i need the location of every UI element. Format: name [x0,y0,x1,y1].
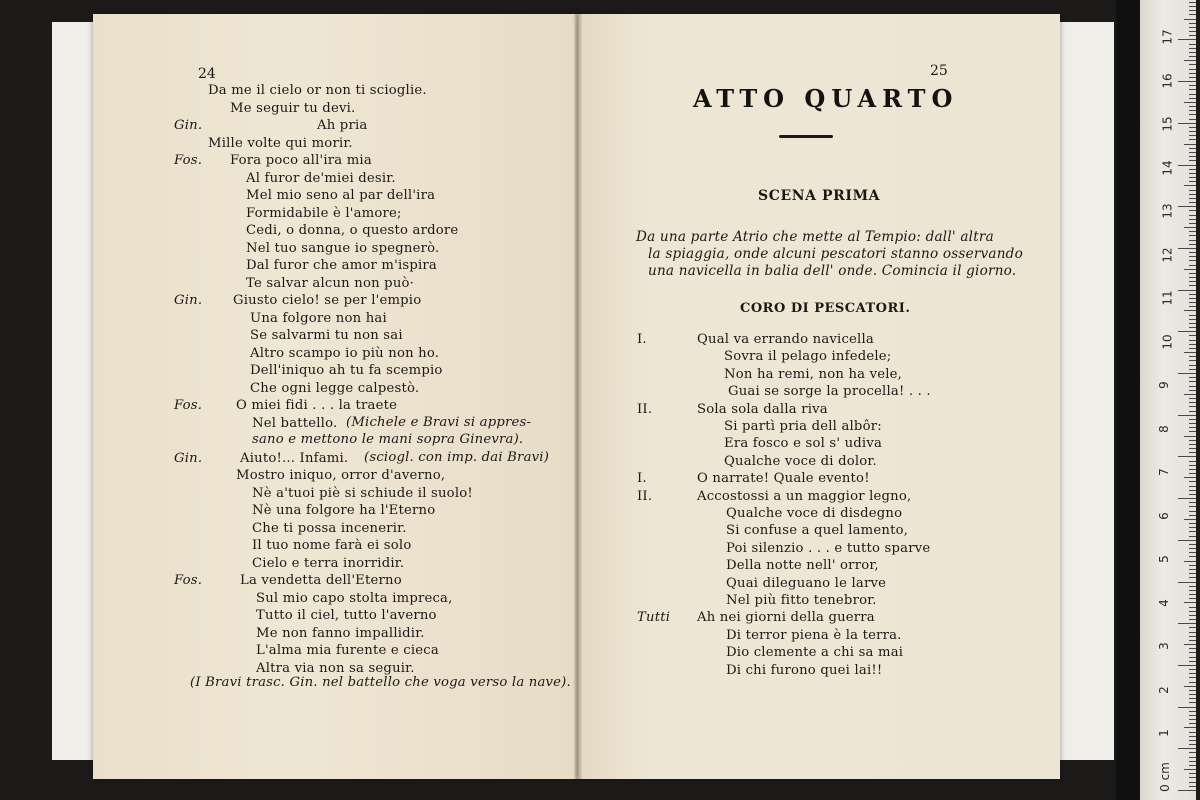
ruler-tick [1189,386,1196,387]
ruler-tick [1189,677,1196,678]
verse-line: Dell'iniquo ah tu fa scempio [250,363,443,378]
ruler-tick [1184,561,1196,562]
scene-title: SCENA PRIMA [758,188,881,204]
ruler-tick [1189,565,1196,566]
verse-line: Cedi, o donna, o questo ardore [246,223,459,238]
ruler-tick [1189,419,1196,420]
ruler-tick [1178,498,1196,499]
ruler-tick [1189,315,1196,316]
ruler-tick [1189,31,1196,32]
ruler-tick [1189,573,1196,574]
ruler-number: 10 [1160,333,1175,350]
ruler-tick [1189,260,1196,261]
ruler-number: 7 [1156,468,1171,476]
speaker-label: Fos. [174,573,203,588]
ruler-tick [1189,761,1196,762]
ruler-tick [1189,210,1196,211]
ruler-number: 17 [1160,29,1175,45]
ruler-number: 15 [1160,116,1175,132]
verse-line: Giusto cielo! se per l'empio [233,293,422,308]
ruler-tick [1189,277,1196,278]
ruler-tick [1189,481,1196,482]
ruler-tick [1189,607,1196,608]
ruler-number: 5 [1156,555,1171,563]
ruler-tick [1189,219,1196,220]
ruler-tick [1189,94,1196,95]
speaker-label: Fos. [174,398,203,413]
verse-line: Sola sola dalla riva [697,401,828,417]
ruler-tick [1189,98,1196,99]
verse-line: Che ti possa incenerir. [252,520,407,536]
ruler-tick [1189,319,1196,320]
ruler-number: 4 [1156,598,1171,607]
speaker-label: I. [637,471,647,487]
ruler-tick [1184,144,1196,145]
ruler-number: 13 [1160,203,1175,219]
ruler-tick [1189,156,1196,157]
ruler-tick [1189,169,1196,170]
verse-line: Qualche voce di disdegno [726,506,903,521]
ruler-tick [1184,60,1196,61]
ruler-number: 14 [1160,159,1175,176]
ruler-number: 3 [1156,642,1171,650]
ruler-tick [1189,6,1196,7]
ruler-tick [1189,427,1196,428]
ruler-tick [1189,652,1196,653]
ruler-tick [1189,777,1196,778]
ruler-tick [1189,536,1196,537]
ruler-tick [1189,119,1196,120]
verse-line: O narrate! Quale evento! [697,471,870,487]
ruler-tick [1178,290,1196,291]
left-page-number: 24 [198,66,216,82]
ruler-tick [1189,661,1196,662]
ruler-tick [1189,723,1196,724]
ruler-tick [1189,27,1196,28]
ruler-tick [1189,377,1196,378]
speaker-label: II. [637,488,653,504]
ruler-tick [1189,782,1196,783]
verse-line: Nel più fitto tenebror. [726,593,877,608]
chorus-title: CORO DI PESCATORI. [740,301,911,316]
verse-line: Mel mio seno al par dell'ira [246,188,436,203]
ruler-tick [1189,48,1196,49]
ruler-tick [1189,231,1196,232]
verse-line: Mostro iniquo, orror d'averno, [236,468,446,483]
ruler-tick [1189,139,1196,140]
verse-line: Una folgore non hai [250,310,387,326]
ruler-tick [1189,611,1196,612]
verse-line: Quai dileguano le larve [726,575,887,591]
ruler-tick [1178,790,1196,791]
book-gutter [574,14,582,779]
ruler-tick [1189,160,1196,161]
ruler-tick [1189,465,1196,466]
verse-line: Sul mio capo stolta impreca, [256,590,453,606]
ruler-tick [1189,335,1196,336]
ruler-tick [1189,657,1196,658]
verse-line: Al furor de'miei desir. [246,170,396,186]
verse-line: Di chi furono quei lai!! [726,662,883,678]
ruler-number: 1 [1156,729,1171,737]
ruler-tick [1189,440,1196,441]
ruler-tick [1189,202,1196,203]
ruler-tick [1189,69,1196,70]
ruler-tick [1189,215,1196,216]
ruler-tick [1189,73,1196,74]
ruler-tick [1189,682,1196,683]
verse-line: Dio clemente a chi sa mai [726,645,904,661]
ruler-tick [1189,736,1196,737]
ruler-tick [1189,531,1196,532]
ruler-tick [1184,227,1196,228]
ruler-tick [1189,323,1196,324]
ruler-tick [1189,256,1196,257]
ruler-tick [1189,285,1196,286]
ruler-tick [1189,669,1196,670]
ruler-tick [1189,448,1196,449]
verse-line: Cielo e terra inorridir. [252,555,405,571]
ruler-tick [1189,515,1196,516]
ruler-tick [1189,502,1196,503]
ruler-tick [1184,519,1196,520]
ruler-tick [1178,748,1196,749]
ruler-tick [1189,786,1196,787]
ruler-tick [1189,648,1196,649]
stage-direction: (Michele e Bravi si appres- [346,415,532,430]
verse-line: Dal furor che amor m'ispira [246,258,437,273]
ruler-tick [1189,632,1196,633]
verse-line: Nè a'tuoi piè si schiude il suolo! [252,485,473,501]
verse-line: Qualche voce di dolor. [724,453,877,469]
ruler-tick [1178,165,1196,166]
ruler-tick [1189,365,1196,366]
ruler-tick [1189,298,1196,299]
ruler-tick [1189,698,1196,699]
scene-description-line: la spiaggia, onde alcuni pescatori stanno osservando [648,246,1023,262]
verse-line: La vendetta dell'Eterno [240,573,402,588]
ruler-tick [1189,590,1196,591]
ruler-tick [1178,707,1196,708]
verse-line: Me non fanno impallidir. [256,625,425,641]
ruler-tick [1189,598,1196,599]
ruler-tick [1189,740,1196,741]
verse-line: Ah nei giorni della guerra [697,610,875,626]
ruler-tick [1189,461,1196,462]
ruler-tick [1189,106,1196,107]
ruler-tick [1189,89,1196,90]
ruler-tick [1189,327,1196,328]
ruler-tick [1189,348,1196,349]
ruler-tick [1178,415,1196,416]
ruler-number: 11 [1160,290,1175,306]
ruler-tick [1178,665,1196,666]
ruler-tick [1189,702,1196,703]
ruler-tick [1178,81,1196,82]
ruler-tick [1189,265,1196,266]
ruler-tick [1178,331,1196,332]
ruler-tick [1178,456,1196,457]
speaker-label: I. [637,332,647,347]
verse-line: Fora poco all'ira mia [230,153,372,168]
speaker-label: Fos. [174,153,203,168]
ruler-tick [1184,352,1196,353]
ruler-tick [1184,686,1196,687]
ruler-tick [1189,52,1196,53]
ruler-tick [1178,123,1196,124]
ruler-tick [1189,452,1196,453]
verse-line: Formidabile è l'amore; [246,205,402,221]
ruler-tick [1189,173,1196,174]
verse-line: Nel battello. [252,415,338,431]
speaker-label: Gin. [174,118,203,133]
verse-line: Se salvarmi tu non sai [250,328,403,343]
ruler-tick [1189,619,1196,620]
ruler-tick [1189,548,1196,549]
verse-line: Era fosco e sol s' udiva [724,436,883,452]
ruler-tick [1189,431,1196,432]
ruler-tick [1189,511,1196,512]
ruler-tick [1189,135,1196,136]
ruler-tick [1189,114,1196,115]
speaker-label: II. [637,401,653,417]
ruler-tick [1189,732,1196,733]
ruler-tick [1184,644,1196,645]
verse-line: Non ha remi, non ha vele, [724,366,903,382]
ruler-number: 6 [1156,511,1171,520]
ruler-tick [1189,398,1196,399]
verse-line: Qual va errando navicella [697,332,874,347]
ruler-tick [1189,586,1196,587]
speaker-label: Gin. [174,293,203,308]
ruler-tick [1189,223,1196,224]
ruler-tick [1189,64,1196,65]
ruler-tick [1189,127,1196,128]
ruler-tick [1178,582,1196,583]
ruler-tick [1189,556,1196,557]
ruler-tick [1189,35,1196,36]
ruler-tick [1189,506,1196,507]
ruler-tick [1189,152,1196,153]
verse-line: Da me il cielo or non ti scioglie. [208,83,427,98]
ruler-number: 2 [1156,685,1171,694]
ruler-tick [1189,757,1196,758]
verse-line: Accostossi a un maggior legno, [697,488,912,504]
ruler-tick [1189,198,1196,199]
ruler-tick [1189,552,1196,553]
ruler-tick [1189,569,1196,570]
verse-line: Il tuo nome farà ei solo [252,538,412,553]
verse-line: Tutto il ciel, tutto l'averno [256,608,437,623]
ruler-tick [1189,148,1196,149]
speaker-label: Tutti [637,610,671,626]
verse-line: L'alma mia furente e cieca [256,643,439,658]
ruler-tick [1189,744,1196,745]
ruler-tick [1189,181,1196,182]
verse-line: Me seguir tu devi. [230,100,356,116]
ruler-tick [1184,727,1196,728]
ruler-number: 9 [1156,381,1171,389]
verse-line: Che ogni legge calpestò. [250,380,420,396]
ruler-tick [1189,715,1196,716]
ruler-tick [1189,14,1196,15]
ruler-tick [1184,769,1196,770]
verse-line: Sovra il pelago infedele; [724,349,892,365]
ruler-number: 16 [1160,72,1175,89]
ruler-tick [1189,444,1196,445]
ruler-tick [1189,344,1196,345]
ruler-tick [1189,615,1196,616]
verse-line: Altro scampo io più non ho. [250,345,440,361]
verse-line: Di terror piena è la terra. [726,627,902,643]
ruler-tick [1189,23,1196,24]
verse-line: Mille volte qui morir. [208,135,353,151]
ruler-tick [1189,594,1196,595]
ruler-tick [1189,636,1196,637]
verse-line: Nel tuo sangue io spegnerò. [246,240,440,256]
ruler-tick [1189,281,1196,282]
scene-description-line: Da una parte Atrio che mette al Tempio: dall' altra [636,229,994,245]
ruler-number: 0 cm [1157,761,1172,792]
ruler-tick [1189,302,1196,303]
ruler-tick [1184,102,1196,103]
act-title: ATTO QUARTO [693,84,959,113]
ruler-tick [1189,711,1196,712]
ruler-tick [1189,2,1196,3]
ruler-tick [1189,273,1196,274]
ruler-tick [1189,44,1196,45]
ruler-tick [1189,423,1196,424]
ruler-tick [1189,690,1196,691]
ruler-tick [1178,373,1196,374]
ruler-tick [1189,411,1196,412]
ruler-tick [1189,10,1196,11]
final-stage-direction: (I Bravi trasc. Gin. nel battello che voga verso la nave). [190,675,571,690]
ruler-tick [1189,527,1196,528]
ruler-tick [1178,206,1196,207]
ruler-tick [1189,340,1196,341]
ruler-tick [1189,177,1196,178]
ruler-tick [1178,623,1196,624]
ruler-tick [1178,248,1196,249]
ruler-tick [1189,77,1196,78]
ruler-tick [1184,269,1196,270]
verse-line: Altra via non sa seguir. [256,660,415,676]
ruler-tick [1189,473,1196,474]
ruler-tick [1189,469,1196,470]
ruler-tick [1184,310,1196,311]
ruler-tick [1189,406,1196,407]
ruler-tick [1189,190,1196,191]
ruler-tick [1189,523,1196,524]
ruler-tick [1189,194,1196,195]
ruler-tick [1178,540,1196,541]
ruler-tick [1189,673,1196,674]
scanner-edge [1116,0,1140,800]
ruler-tick [1184,19,1196,20]
ruler-number: 12 [1160,246,1175,263]
ruler-tick [1189,577,1196,578]
ruler-tick [1189,294,1196,295]
ruler-tick [1178,39,1196,40]
ruler-tick [1189,240,1196,241]
ruler-tick [1189,110,1196,111]
verse-line: Aiuto!... Infami. [240,450,349,466]
verse-line: Si partì pria dell albôr: [724,419,882,434]
ruler-tick [1189,765,1196,766]
verse-line: Guai se sorge la procella! . . . [728,384,931,400]
ruler-tick [1189,719,1196,720]
right-page-number: 25 [930,63,948,79]
ruler-tick [1189,131,1196,132]
ruler-tick [1189,402,1196,403]
ruler-tick [1189,544,1196,545]
ruler-tick [1189,381,1196,382]
ruler-tick [1189,356,1196,357]
ruler-tick [1189,694,1196,695]
ruler-tick [1189,235,1196,236]
ruler-tick [1189,640,1196,641]
ruler-tick [1184,436,1196,437]
ruler-tick [1184,185,1196,186]
ruler-tick [1189,773,1196,774]
ruler-number: 8 [1156,424,1171,433]
ruler-tick [1189,369,1196,370]
ruler-tick [1184,602,1196,603]
ruler-tick [1189,627,1196,628]
verse-line: Si confuse a quel lamento, [726,523,909,539]
ruler-tick [1189,752,1196,753]
speaker-label: Gin. [174,450,203,466]
ruler-tick [1189,390,1196,391]
ruler-tick [1189,306,1196,307]
title-rule [779,135,833,138]
ruler-tick [1189,56,1196,57]
verse-line: O miei fidi . . . la traete [236,398,398,413]
ruler-tick [1184,477,1196,478]
ruler-tick [1189,85,1196,86]
ruler-tick [1184,394,1196,395]
verse-line: Poi silenzio . . . e tutto sparve [726,540,931,556]
stage-direction: sano e mettono le mani sopra Ginevra). [252,432,524,447]
verse-line: Della notte nell' orror, [726,558,879,574]
ruler-tick [1189,494,1196,495]
ruler-tick [1189,486,1196,487]
stage-direction: (sciogl. con imp. dai Bravi) [364,450,550,465]
ruler-tick [1189,360,1196,361]
ruler-tick [1189,244,1196,245]
ruler-tick [1189,490,1196,491]
scene-description-line: una navicella in balia dell' onde. Comincia il giorno. [648,263,1017,279]
verse-line: Nè una folgore ha l'Eterno [252,503,436,518]
ruler-tick [1189,252,1196,253]
verse-line: Ah pria [317,118,368,133]
verse-line: Te salvar alcun non può· [246,275,415,291]
